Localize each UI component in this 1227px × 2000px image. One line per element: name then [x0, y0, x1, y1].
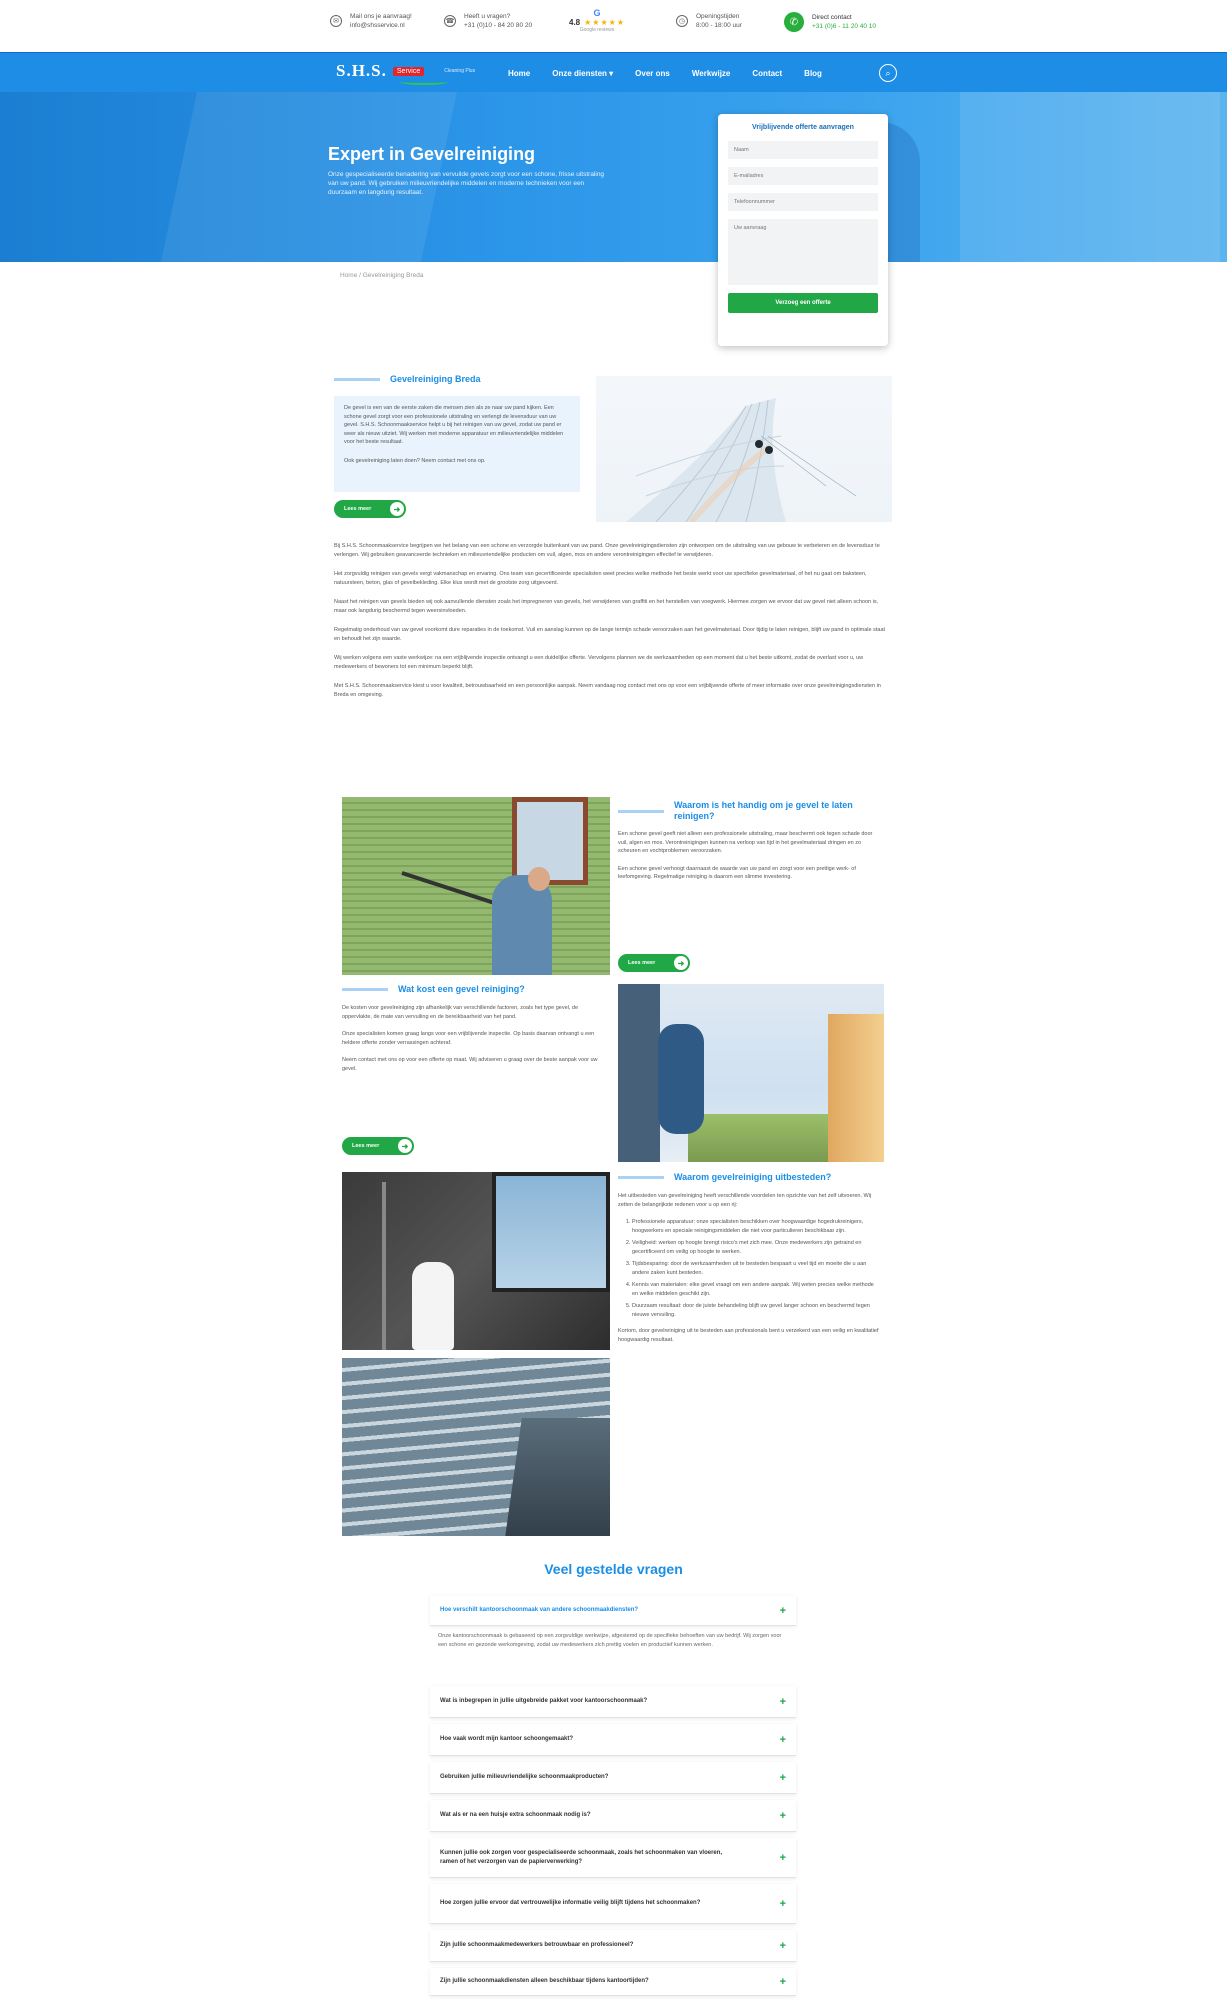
nav-link-blog[interactable]: Blog — [804, 68, 822, 78]
name-field[interactable] — [728, 141, 878, 159]
heading-line — [342, 988, 388, 991]
building-facade — [618, 984, 660, 1162]
list-item: 2. Veiligheid: werken op hoogte brengt risico's met zich mee. Onze medewerkers zijn getraind en gecertificeerd om veilig op hoogte te werken. — [632, 1239, 880, 1256]
faq-title: Veel gestelde vragen — [544, 1561, 683, 1577]
logo-subtitle: Cleaning Plus — [444, 68, 476, 74]
arrow-right-icon: ➜ — [674, 956, 688, 970]
faq-answer: Onze kantoorschoonmaak is gebaseerd op een zorgvuldige werkwijze, afgestemd op de specifieke behoeften van uw bedrijf. Wij zorgen voor een schone en gezonde werkomgeving, zodat uw medewerkers zich prettig voelen en productief kunnen werken. — [438, 1633, 782, 1648]
nav-link-diensten[interactable]: Onze diensten ▾ — [552, 68, 614, 78]
faq-item[interactable] — [430, 1884, 796, 1924]
list-item: 3. Tijdsbesparing: door de werkzaamheden uit te besteden bespaart u veel tijd en moeite die u aan andere zaken kunt besteden. — [632, 1260, 880, 1277]
list-item: 4. Kennis van materialen: elke gevel vraagt om een andere aanpak. Wij weten precies welke methode en welke middelen geschikt zijn. — [632, 1281, 880, 1298]
heading-line — [334, 378, 380, 381]
plus-icon: + — [779, 1733, 786, 1746]
faq-question: Kunnen jullie ook zorgen voor gespecialiseerde schoonmaak, zoals het schoonmaken van vloeren, ramen of het verzorgen van de papierverwerking? — [440, 1849, 723, 1865]
faq-item-open[interactable] — [430, 1596, 796, 1626]
top-info-bar — [0, 0, 1227, 52]
faq-question: Hoe verschilt kantoorschoonmaak van andere schoonmaakdiensten? — [440, 1607, 639, 1613]
heading-line — [618, 1176, 664, 1179]
hours-value: 8:00 - 18:00 uur — [696, 22, 742, 29]
hero-subtitle: Onze gespecialiseerde benadering van vervuilde gevels zorgt voor een schone, frisse uitstraling van uw pand. Wij gebruiken milieuvriendelijke middelen en moderne technieken voor een duurzaam en langdurig resultaat. — [328, 171, 605, 196]
rating-stars: ★★★★★ — [584, 18, 625, 27]
phone-value[interactable]: +31 (0)10 - 84 20 80 20 — [464, 22, 533, 29]
scaffold-rail — [382, 1182, 386, 1350]
nav-link-home[interactable]: Home — [508, 68, 531, 78]
rating-sub: Google reviews — [579, 27, 615, 33]
plus-icon: + — [779, 1695, 786, 1708]
body-paragraph: Wij werken volgens een vaste werkwijze: na een vrijblijvende inspectie ontvangt u een duidelijke offerte. Vervolgens plannen we de werkzaamheden op een moment dat u het beste uitkomt, zodat de overlast voor u, uw medewerkers of bewoners tot een minimum beperkt blijft. — [334, 655, 864, 670]
nav-link-contact[interactable]: Contact — [752, 68, 783, 78]
kost-heading — [342, 984, 525, 994]
lees-meer-button[interactable] — [342, 1137, 414, 1155]
main-navigation — [0, 52, 1227, 92]
logo-text: S.H.S. — [336, 61, 387, 80]
nav-links — [508, 53, 822, 93]
list-item: 1. Professionele apparatuur: onze specialisten beschikken over hoogwaardige hogedrukreinigers, hoogwerkers en speciale reinigingsmiddelen die niet voor particulieren beschikbaar zijn. — [632, 1218, 880, 1235]
email-label: Mail ons je aanvraag! — [350, 13, 412, 20]
intro-text: De gevel is een van de eerste zaken die mensen zien als ze naar uw pand kijken. Een schone gevel zorgt voor een professionele uitstraling en verlengt de levensduur van uw gevel. S.H.S. Schoonmaakservice helpt u bij het reinigen van uw gevel, zodat uw pand er weer als nieuw uitziet. Wij werken met moderne apparatuur en milieuvriendelijke middelen voor het beste resultaat. — [344, 405, 564, 445]
uitbesteden-heading — [618, 1172, 831, 1182]
intro-heading — [334, 374, 481, 384]
clock-icon: ◷ — [676, 15, 688, 27]
whatsapp-label: Direct contact — [812, 14, 852, 21]
faq-question: Hoe vaak wordt mijn kantoor schoongemaakt? — [440, 1736, 574, 1742]
faq-item[interactable] — [430, 1762, 796, 1794]
hero-decoration — [960, 92, 1220, 262]
rating-score: 4.8 — [569, 18, 581, 27]
button-label: Lees meer — [352, 1143, 380, 1149]
logo-swoosh — [400, 79, 448, 85]
body-paragraph: Bij S.H.S. Schoonmaakservice begrijpen we het belang van een schone en verzorgde buitenkant van uw pand. Onze gevelreinigingsdiensten zijn ontworpen om de uitstraling van uw gebouw te verbeteren en de levensduur te verlengen. Wij gebruiken geavanceerde technieken en milieuvriendelijke producten om vuil, algen, mos en andere verontreinigingen effectief te verwijderen. — [334, 543, 880, 558]
plus-icon: + — [779, 1851, 786, 1864]
nav-link-over-ons[interactable]: Over ons — [635, 68, 670, 78]
uitbesteden-outro: Kortom, door gevelreiniging uit te besteden aan professionals bent u verzekerd van een veilig en kwalitatief hoogwaardig resultaat. — [618, 1328, 879, 1343]
plus-icon: + — [779, 1604, 786, 1617]
worker-cleaning-glass-image — [342, 1172, 610, 1350]
faq-item[interactable] — [430, 1800, 796, 1832]
lees-meer-button[interactable] — [618, 954, 690, 972]
intro-title: Gevelreiniging Breda — [390, 374, 481, 384]
reasons-list — [618, 1218, 880, 1319]
body-paragraph: Naast het reinigen van gevels bieden wij ook aanvullende diensten zoals het impregneren van gevels, het verwijderen van graffiti en het herstellen van voegwerk. Hiermee zorgen we ervoor dat uw gevel niet alleen schoon is, maar ook langdurig beschermd tegen weersinvloeden. — [334, 599, 879, 614]
phone-label: Heeft u vragen? — [464, 13, 511, 20]
faq-question: Zijn jullie schoonmaakmedewerkers betrouwbaar en professioneel? — [440, 1942, 634, 1948]
phone-icon: ☎ — [444, 15, 456, 27]
plus-icon: + — [779, 1939, 786, 1952]
handig-paragraph: Een schone gevel geeft niet alleen een professionele uitstraling, maar beschermt ook tegen schade door vuil, algen en mos. Verontreinigingen kunnen na verloop van tijd in het gevelmateriaal dringen en zo scheuren en vochtproblemen veroorzaken. — [618, 831, 873, 854]
kost-text — [342, 1004, 604, 1082]
worker-pressure-washing-image — [342, 797, 610, 975]
plus-icon: + — [779, 1809, 786, 1822]
body-paragraph: Regelmatig onderhoud van uw gevel voorkomt dure reparaties in de toekomst. Vuil en aanslag kunnen op de lange termijn schade veroorzaken aan het gevelmateriaal. Door tijdig te laten reinigen, blijft uw pand in optimale staat en behoudt het zijn waarde. — [334, 627, 886, 642]
breadcrumb[interactable]: Home / Gevelreiniging Breda — [340, 272, 424, 279]
kost-paragraph: Onze specialisten komen graag langs voor een vrijblijvende inspectie. Op basis daarvan ontvangt u een heldere offerte zonder verrassingen achteraf. — [342, 1031, 595, 1046]
faq-question: Hoe zorgen jullie ervoor dat vertrouwelijke informatie veilig blijft tijdens het schoonmaken? — [440, 1900, 701, 1906]
skyscraper-illustration — [596, 376, 892, 522]
lees-meer-button[interactable] — [334, 500, 406, 518]
arrow-right-icon: ➜ — [398, 1139, 412, 1153]
intro-box — [334, 396, 580, 492]
faq-item[interactable] — [430, 1930, 796, 1962]
worker-head — [528, 867, 550, 891]
handig-text — [618, 830, 880, 891]
submit-quote-button[interactable]: Verzoeg een offerte — [728, 293, 878, 313]
building-image — [596, 376, 892, 522]
nav-link-werkwijze[interactable]: Werkwijze — [691, 68, 731, 78]
kost-paragraph: Neem contact met ons op voor een offerte op maat. Wij adviseren u graag over de beste aanpak voor uw gevel. — [342, 1057, 598, 1072]
quote-form — [718, 114, 888, 346]
glass-panel — [492, 1172, 610, 1292]
plus-icon: + — [779, 1897, 786, 1910]
mail-icon: ✉ — [330, 15, 342, 27]
opening-hours — [676, 12, 742, 30]
faq-item[interactable] — [430, 1724, 796, 1756]
form-title: Vrijblijvende offerte aanvragen — [752, 124, 854, 131]
worker-figure — [658, 1024, 704, 1134]
faq-item[interactable] — [430, 1838, 796, 1878]
search-icon[interactable]: ⌕ — [879, 64, 897, 82]
apartment-building — [828, 1014, 884, 1162]
worker-figure — [412, 1262, 454, 1350]
rope-access-worker-image — [618, 984, 884, 1162]
intro-text-2: Ook gevelreiniging laten doen? Neem contact met ons op. — [344, 457, 486, 464]
faq-question: Zijn jullie schoonmaakdiensten alleen beschikbaar tijdens kantoortijden? — [440, 1978, 649, 1984]
hero-banner — [0, 92, 1227, 262]
handig-paragraph: Een schone gevel verhoogt daarnaast de waarde van uw pand en zorgt voor een prettige werk- of leefomgeving. Regelmatige reiniging is daarom een slimme investering. — [618, 865, 856, 880]
button-label: Lees meer — [628, 960, 656, 966]
faq-question: Gebruiken jullie milieuvriendelijke schoonmaakproducten? — [440, 1774, 609, 1780]
list-item: 5. Duurzaam resultaat: door de juiste behandeling blijft uw gevel langer schoon en beschermd tegen nieuwe vervuiling. — [632, 1302, 880, 1319]
site-logo[interactable] — [336, 61, 475, 81]
google-icon: G — [593, 8, 601, 18]
handig-title: Waarom is het handig om je gevel te laten reinigen? — [674, 800, 853, 821]
body-paragraph: Het zorgvuldig reinigen van gevels vergt vakmanschap en ervaring. Ons team van gecertificeerde specialisten weet precies welke methode het beste werkt voor uw specifieke gevelmateriaal, of het nu gaat om baksteen, natuursteen, beton, glas of gevelbekleding. Elke klus wordt met de grootste zorg uitgevoerd. — [334, 571, 867, 586]
faq-question: Wat als er na een huisje extra schoonmaak nodig is? — [440, 1812, 591, 1818]
arrow-right-icon: ➜ — [390, 502, 404, 516]
building-edge — [502, 1418, 610, 1536]
uitbesteden-title: Waarom gevelreiniging uitbesteden? — [674, 1172, 832, 1182]
whatsapp-contact[interactable] — [784, 12, 876, 32]
google-rating[interactable] — [569, 8, 625, 33]
faq-item[interactable] — [430, 1968, 796, 1996]
phone-field[interactable] — [728, 193, 878, 211]
facade-abseil-image — [342, 1358, 610, 1536]
hero-title: Expert in Gevelreiniging — [328, 144, 536, 164]
plus-icon: + — [779, 1771, 786, 1784]
email-contact[interactable] — [330, 12, 412, 30]
body-paragraph: Met S.H.S. Schoonmaakservice kiest u voor kwaliteit, betrouwbaarheid en een persoonlijke aanpak. Neem vandaag nog contact met ons op voor een vrijblijvende offerte of meer informatie over onze gevelreinigingsdiensten in Breda en omgeving. — [334, 683, 881, 698]
faq-question: Wat is inbegrepen in jullie uitgebreide pakket voor kantoorschoonmaak? — [440, 1698, 648, 1704]
window-frame — [512, 797, 588, 885]
kost-paragraph: De kosten voor gevelreiniging zijn afhankelijk van verschillende factoren, zoals het type gevel, de oppervlakte, de mate van vervuiling en de bereikbaarheid van het pand. — [342, 1005, 579, 1020]
hours-label: Openingstijden — [696, 13, 740, 20]
email-field[interactable] — [728, 167, 878, 185]
faq-item[interactable] — [430, 1686, 796, 1718]
uitbesteden-intro: Het uitbesteden van gevelreiniging heeft verschillende voordelen ten opzichte van het zelf uitvoeren. Wij zetten de belangrijkste redenen voor u op een rij: — [618, 1193, 872, 1208]
message-field[interactable] — [728, 219, 878, 285]
button-label: Lees meer — [344, 506, 372, 512]
kost-title: Wat kost een gevel reiniging? — [398, 984, 525, 994]
heading-line — [618, 810, 664, 813]
logo-tag: Service — [393, 67, 424, 76]
handig-heading — [618, 800, 874, 822]
email-value[interactable]: info@shsservice.nl — [350, 22, 405, 29]
uitbesteden-text — [618, 1192, 880, 1353]
phone-contact[interactable] — [444, 12, 532, 30]
body-text — [334, 542, 890, 710]
plus-icon: + — [779, 1975, 786, 1988]
whatsapp-icon: ✆ — [784, 12, 804, 32]
whatsapp-value[interactable]: +31 (0)6 - 11 20 40 10 — [812, 23, 877, 30]
